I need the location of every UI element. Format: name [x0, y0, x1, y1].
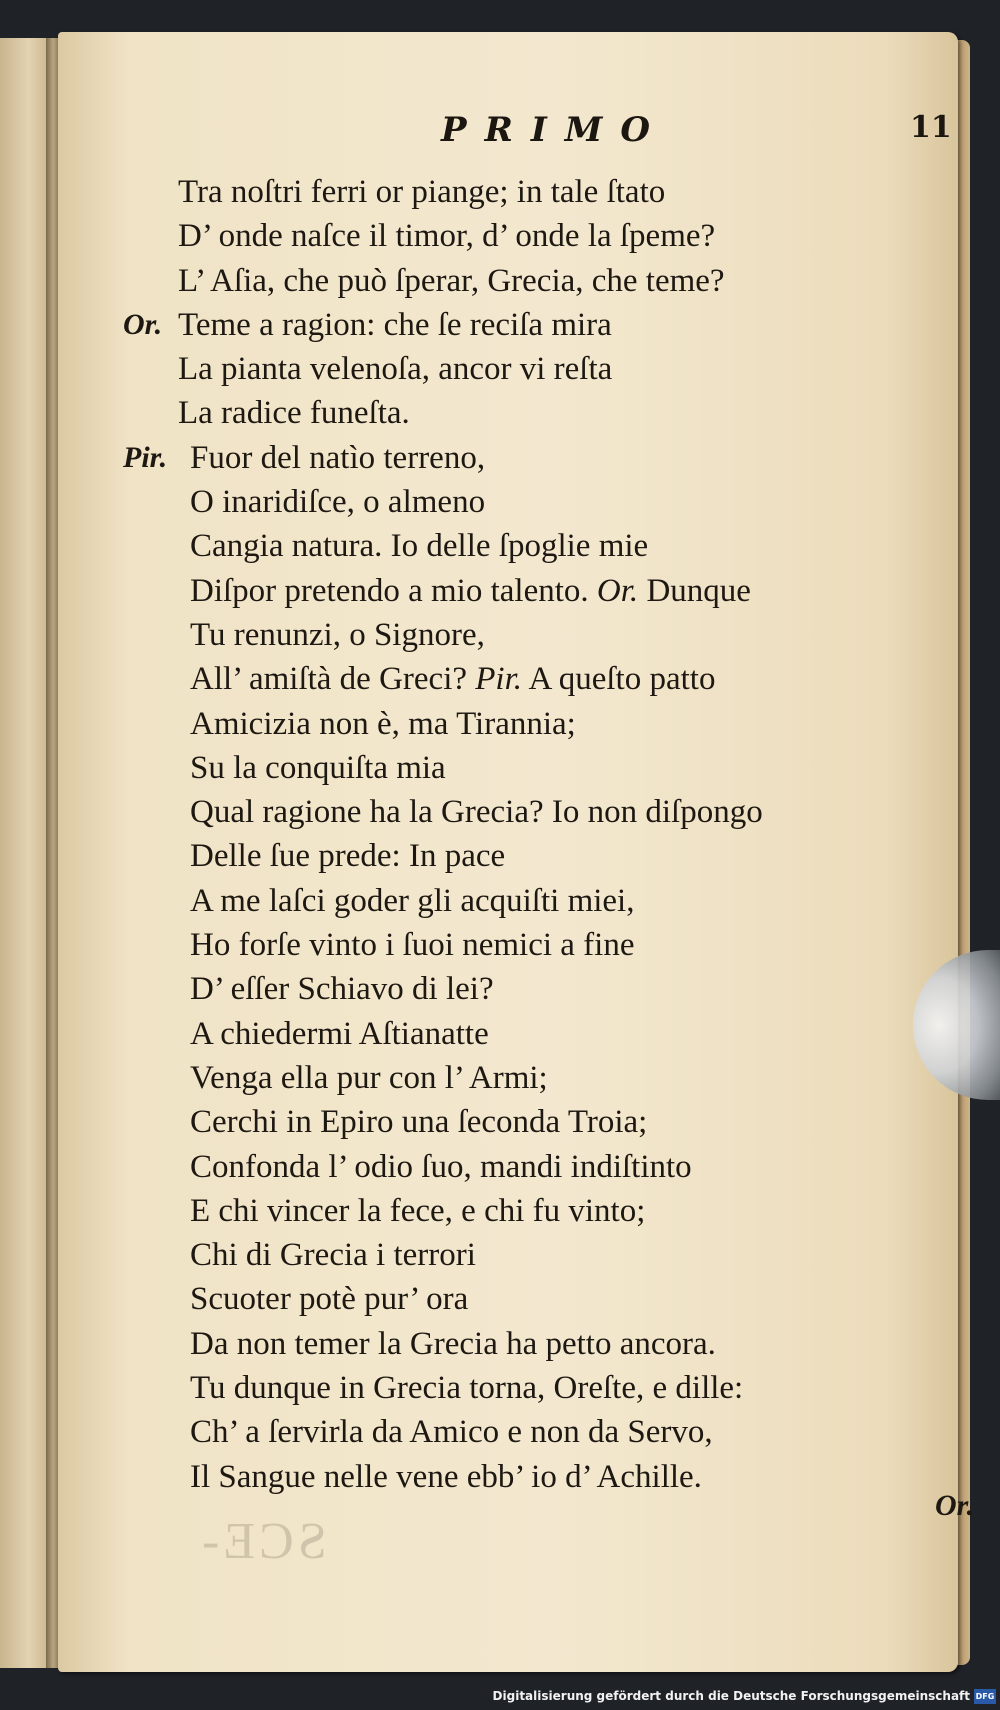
inline-speaker-cue: Or.: [596, 572, 639, 609]
catchword: Or.: [935, 1489, 975, 1522]
verse-text: [178, 303, 612, 347]
verse-text-block: [123, 170, 1000, 1499]
speaker-label: Pir.: [123, 440, 168, 474]
verse-text: [190, 613, 485, 657]
verse-segment: Su la conquiſta mia: [190, 749, 446, 786]
verse-segment: A queſto patto: [522, 661, 716, 698]
verse-text: [190, 480, 485, 524]
verse-text: [190, 1233, 476, 1277]
verse-text: [190, 746, 446, 790]
verse-line: [123, 391, 1000, 435]
verse-line: [123, 1056, 1000, 1100]
verse-segment: All’ amiſtà de Greci?: [190, 661, 476, 698]
verse-segment: La radice funeſta.: [178, 395, 410, 432]
verse-segment: Dunque: [638, 572, 751, 609]
book-page: [58, 32, 975, 1672]
page-number: 11: [910, 110, 952, 145]
verse-segment: D’ onde naſce il timor, d’ onde la ſpeme?: [178, 218, 716, 255]
funding-credit: Digitalisierung gefördert durch die Deutsche Forschungsgemeinschaft: [492, 1689, 970, 1703]
verse-segment: Teme a ragion: che ſe reciſa mira: [178, 306, 612, 343]
verse-segment: A me laſci goder gli acquiſti miei,: [190, 882, 635, 919]
verse-segment: Fuor del natìo terreno,: [190, 439, 486, 476]
verse-line: [123, 1012, 1000, 1056]
verse-text: [178, 214, 715, 258]
verse-line: [123, 1366, 1000, 1410]
verse-segment: Venga ella pur con l’ Armi;: [190, 1059, 548, 1096]
verse-text: [190, 1056, 548, 1100]
verse-text: [178, 391, 410, 435]
verse-text: [190, 569, 751, 613]
verse-segment: Ch’ a ſervirla da Amico e non da Servo,: [190, 1414, 713, 1451]
verse-line: [123, 967, 1000, 1011]
verse-line: [123, 1277, 1000, 1321]
verse-text: [190, 879, 634, 923]
verse-text: [190, 1145, 692, 1189]
verse-text: [190, 657, 715, 701]
verse-line: [123, 569, 1000, 613]
verse-segment: Scuoter potè pur’ ora: [190, 1281, 469, 1318]
verse-segment: E chi vincer la fece, e chi fu vinto;: [190, 1192, 646, 1229]
verse-line: [123, 657, 1000, 701]
verse-line: [123, 1233, 1000, 1277]
verse-text: [190, 436, 485, 480]
verse-line: [123, 1455, 1000, 1499]
verse-text: [190, 1455, 702, 1499]
verse-line: [123, 214, 1000, 258]
verse-text: [190, 1012, 489, 1056]
inline-speaker-cue: Pir.: [475, 661, 523, 698]
verse-segment: Cerchi in Epiro una ſeconda Troia;: [190, 1104, 648, 1141]
verse-line: [123, 702, 1000, 746]
verse-line: [123, 1145, 1000, 1189]
verse-line: [123, 1322, 1000, 1366]
verse-segment: Amicizia non è, ma Tirannia;: [190, 705, 576, 742]
verse-segment: Tu renunzi, o Signore,: [190, 616, 485, 653]
verse-line: [123, 746, 1000, 790]
verse-text: [190, 702, 576, 746]
verse-text: [190, 1189, 645, 1233]
running-head: PRIMO: [441, 110, 668, 150]
verse-text: [178, 347, 612, 391]
verse-segment: Tu dunque in Grecia torna, Oreſte, e dille:: [190, 1370, 744, 1407]
viewer-footer: [0, 1686, 1000, 1710]
dfg-logo-icon: DFG: [974, 1689, 996, 1704]
verse-line: [123, 170, 1000, 214]
verse-text: [178, 259, 725, 303]
verse-segment: Tra noſtri ferri or piange; in tale ſtato: [178, 174, 666, 210]
verse-segment: D’ eſſer Schiavo di lei?: [190, 971, 494, 1008]
bleed-through-marks: SCE-: [198, 1513, 327, 1570]
verse-segment: La pianta velenoſa, ancor vi reſta: [178, 351, 613, 388]
verse-segment: Da non temer la Grecia ha petto ancora.: [190, 1325, 716, 1362]
verse-line: [123, 524, 1000, 568]
verse-line: [123, 1189, 1000, 1233]
verse-text: [190, 524, 648, 568]
verse-segment: Qual ragione ha la Grecia? Io non diſpongo: [190, 794, 763, 831]
verse-line: [123, 613, 1000, 657]
verse-text: [178, 170, 665, 214]
verse-segment: Ho forſe vinto i ſuoi nemici a fine: [190, 927, 635, 964]
verse-text: [190, 967, 494, 1011]
verse-segment: A chiedermi Aſtianatte: [190, 1015, 489, 1052]
verse-line: [123, 1100, 1000, 1144]
verse-line: [123, 923, 1000, 967]
verse-line: [123, 436, 1000, 480]
verse-line: [123, 259, 1000, 303]
verse-segment: Il Sangue nelle vene ebb’ io d’ Achille.: [190, 1458, 702, 1495]
verse-line: [123, 347, 1000, 391]
verse-text: [190, 1410, 713, 1454]
verse-text: [190, 1100, 647, 1144]
verse-line: [123, 834, 1000, 878]
verse-line: [123, 879, 1000, 923]
verse-segment: Delle ſue prede: In pace: [190, 838, 506, 875]
verse-line: [123, 303, 1000, 347]
verse-segment: L’ Aſia, che può ſperar, Grecia, che teme?: [178, 262, 725, 299]
verse-line: [123, 1410, 1000, 1454]
verse-text: [190, 834, 505, 878]
verse-segment: Diſpor pretendo a mio talento.: [190, 572, 597, 609]
verse-segment: O inaridiſce, o almeno: [190, 484, 486, 521]
verse-line: [123, 790, 1000, 834]
facing-page-edge: [0, 38, 48, 1668]
verse-text: [190, 1277, 468, 1321]
verse-text: [190, 1322, 716, 1366]
verse-text: [190, 1366, 743, 1410]
verse-segment: Confonda l’ odio ſuo, mandi indiſtinto: [190, 1148, 692, 1185]
verse-text: [190, 923, 634, 967]
verse-segment: Chi di Grecia i terrori: [190, 1237, 476, 1274]
verse-text: [190, 790, 763, 834]
verse-line: [123, 480, 1000, 524]
page-header: [58, 110, 958, 160]
verse-segment: Cangia natura. Io delle ſpoglie mie: [190, 528, 649, 565]
speaker-label: Or.: [123, 307, 163, 341]
